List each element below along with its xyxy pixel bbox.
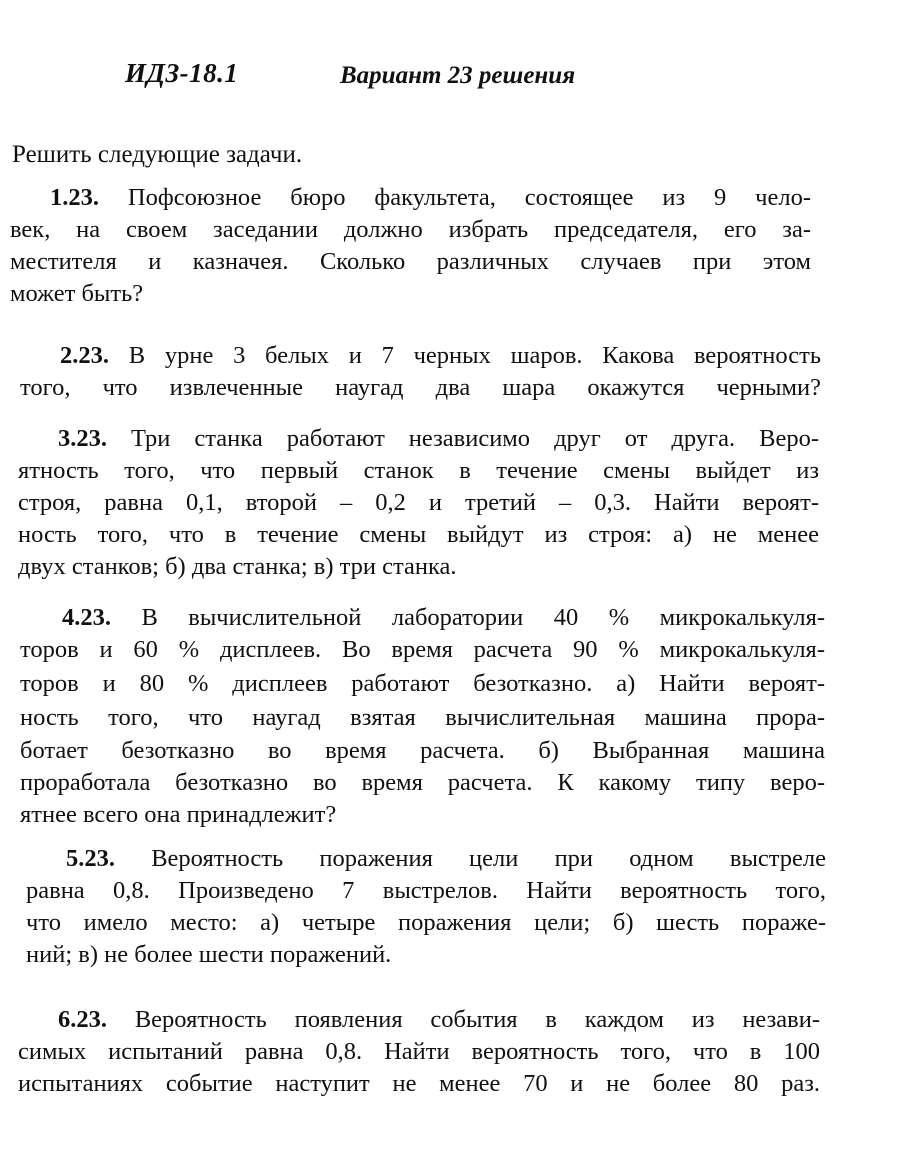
task-number: 2.23. [60, 342, 109, 369]
task-line: местителя и казначея. Сколько различных случаев при этом [10, 248, 811, 275]
task-number: 6.23. [58, 1006, 107, 1033]
task-number: 1.23. [50, 184, 99, 211]
task-line: ятность того, что первый станок в течение смены выйдет из [18, 457, 819, 484]
task-number: 5.23. [66, 845, 115, 872]
task-line: того, что извлеченные наугад два шара окажутся черными? [20, 374, 821, 401]
variant-title: Вариант 23 решения [340, 62, 576, 89]
task-line: что имело место: а) четыре поражения цели; б) шесть пораже- [26, 909, 826, 936]
task-number: 3.23. [58, 425, 107, 452]
assignment-code: ИДЗ-18.1 [125, 58, 239, 88]
task-line: строя, равна 0,1, второй – 0,2 и третий – 0,3. Найти вероят- [18, 489, 819, 516]
task-line: 3.23. Три станка работают независимо друг от друга. Веро- [58, 425, 819, 452]
document-header [0, 54, 910, 94]
task-line: 2.23. В урне 3 белых и 7 черных шаров. Какова вероятность [60, 342, 821, 369]
task-line: 1.23. Пофсоюзное бюро факультета, состоящее из 9 чело- [50, 184, 811, 211]
task-line: торов и 80 % дисплеев работают безотказно. а) Найти вероят- [20, 670, 825, 697]
task-line: 5.23. Вероятность поражения цели при одном выстреле [66, 845, 827, 872]
task-line: ность того, что в течение смены выйдут из строя: а) не менее [18, 521, 819, 548]
task-line: век, на своем заседании должно избрать председателя, его за- [10, 216, 811, 243]
task-line: ний; в) не более шести поражений. [26, 941, 392, 968]
task-line: равна 0,8. Произведено 7 выстрелов. Найти вероятность того, [26, 877, 826, 904]
task-line: может быть? [10, 280, 144, 307]
instructions: Решить следующие задачи. [12, 141, 303, 168]
task-line: двух станков; б) два станка; в) три станка. [18, 553, 457, 580]
task-line: ность того, что наугад взятая вычислительная машина прора- [20, 704, 825, 731]
task-line: 6.23. Вероятность появления события в каждом из незави- [58, 1006, 820, 1033]
task-line: испытаниях событие наступит не менее 70 и не более 80 раз. [18, 1070, 820, 1097]
task-line: проработала безотказно во время расчета. К какому типу веро- [20, 769, 825, 796]
task-line: ботает безотказно во время расчета. б) Выбранная машина [20, 737, 825, 764]
task-number: 4.23. [62, 604, 111, 631]
task-line: симых испытаний равна 0,8. Найти вероятность того, что в 100 [18, 1038, 820, 1065]
task-line: ятнее всего она принадлежит? [20, 801, 337, 828]
task-line: 4.23. В вычислительной лаборатории 40 % микрокалькуля- [62, 604, 825, 631]
task-line: торов и 60 % дисплеев. Во время расчета 90 % микрокалькуля- [20, 636, 825, 663]
